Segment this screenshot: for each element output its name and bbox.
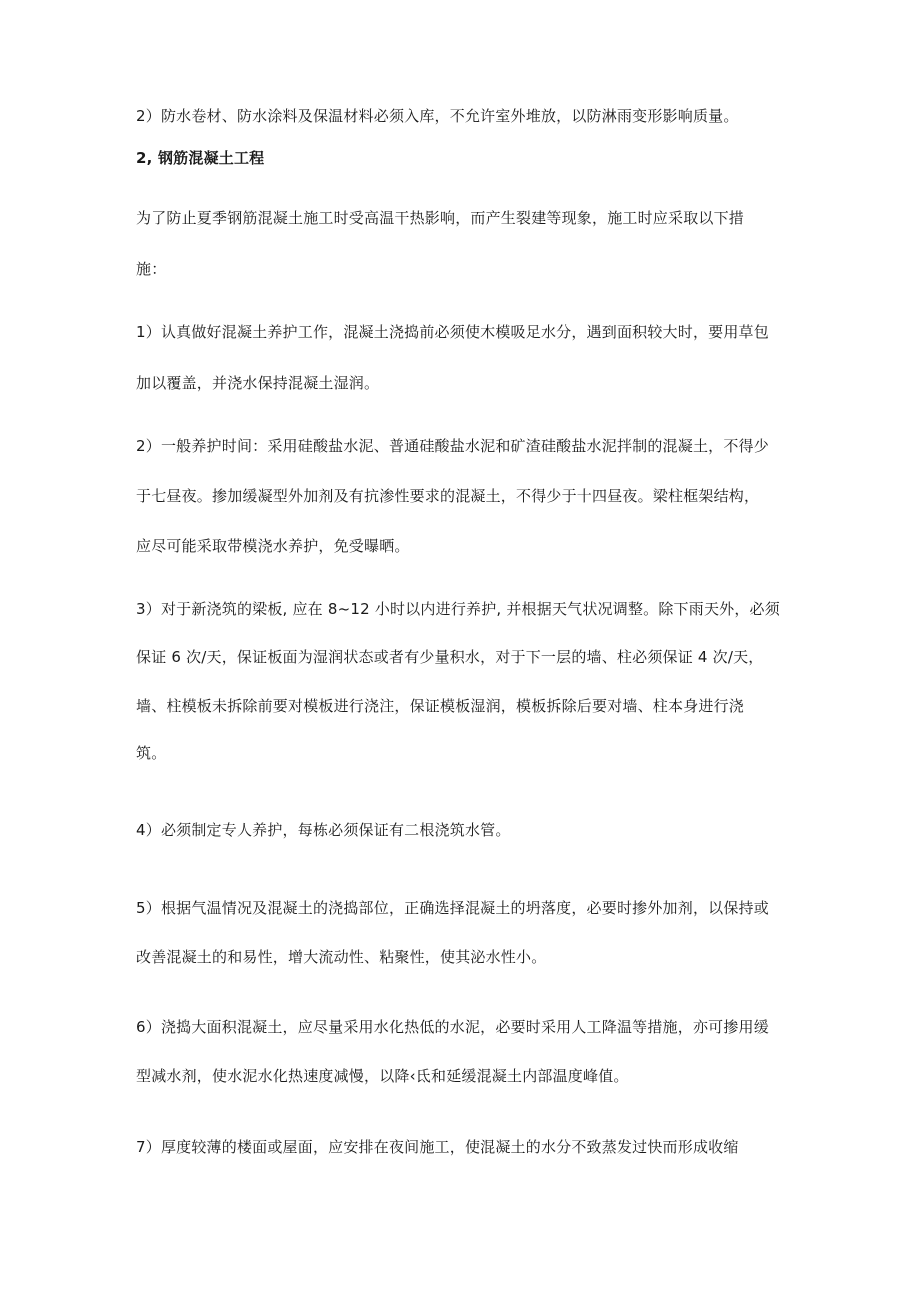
- text-line: 型减水剂，使水泥水化热速度减慢，以降‹氐和延缓混凝土内部温度峰值。: [136, 1067, 629, 1085]
- text-line: 加以覆盖，并浇水保持混凝土湿润。: [136, 374, 380, 392]
- text-line: 2）防水卷材、防水涂料及保温材料必须入库，不允许室外堆放，以防淋雨变形影响质量。: [136, 107, 739, 125]
- text-line: 筑。: [136, 744, 167, 762]
- text-line: 6）浇捣大面积混凝土，应尽量采用水化热低的水泥，必要时采用人工降温等措施，亦可掺用缓: [136, 1018, 769, 1036]
- text-line: 5）根据气温情况及混凝土的浇捣部位，正确选择混凝土的坍落度，必要时掺外加剂，以保持或: [136, 899, 769, 917]
- text-line: 改善混凝土的和易性，增大流动性、粘聚性，使其泌水性小。: [136, 948, 547, 966]
- text-line: 1）认真做好混凝土养护工作，混凝土浇捣前必须使木模吸足水分，遇到面积较大时，要用草包: [136, 323, 769, 341]
- text-line: 4）必须制定专人养护，每栋必须保证有二根浇筑水管。: [136, 821, 511, 839]
- text-line: 为了防止夏季钢筋混凝土施工时受高温干热影响，而产生裂建等现象，施工时应采取以下措: [136, 209, 745, 227]
- text-line: 于七昼夜。掺加缓凝型外加剂及有抗渗性要求的混凝土，不得少于十四昼夜。梁柱框架结构，: [136, 487, 760, 505]
- text-line: 应尽可能采取带模浇水养护，免受曝晒。: [136, 537, 410, 555]
- text-line: 2）一般养护时间：采用硅酸盐水泥、普通硅酸盐水泥和矿渣硅酸盐水泥拌制的混凝土，不得少: [136, 437, 769, 455]
- text-line: 施：: [136, 260, 167, 278]
- text-line: 保证 6 次/天，保证板面为湿润状态或者有少量积水，对于下一层的墙、柱必须保证 4 次/天，: [136, 648, 764, 666]
- text-line: 7）厚度较薄的楼面或屋面，应安排在夜间施工，使混凝土的水分不致蒸发过快而形成收缩: [136, 1138, 739, 1156]
- section-heading: 2, 钢筋混凝土工程: [136, 149, 265, 167]
- text-line: 墙、柱模板未拆除前要对模板进行浇注，保证模板湿润，模板拆除后要对墙、柱本身进行浇: [136, 697, 745, 715]
- text-line: 3）对于新浇筑的梁板, 应在 8~12 小时以内进行养护, 并根据天气状况调整。除下雨天外，必须: [136, 600, 780, 618]
